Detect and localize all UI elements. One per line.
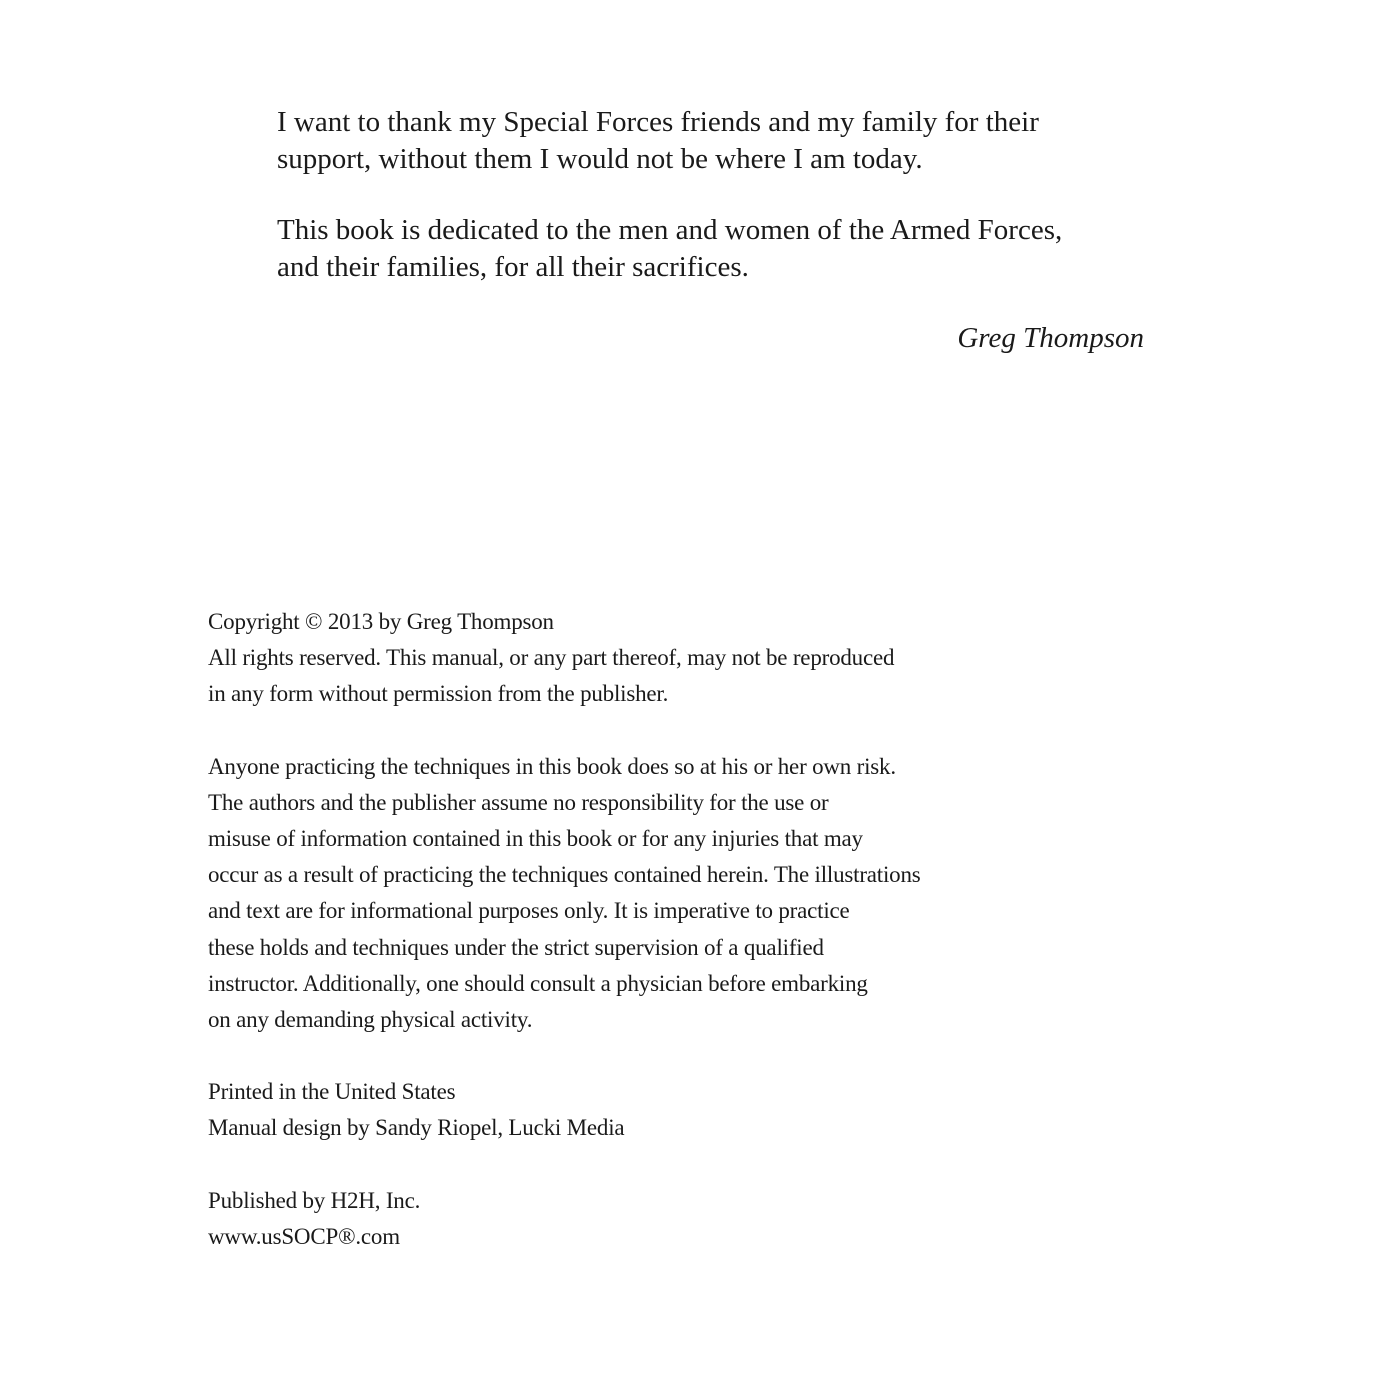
printing-line: Printed in the United States [208, 1079, 456, 1105]
disclaimer-line: occur as a result of practicing the techniques contained herein. The illustrations [208, 862, 921, 888]
paragraph-gap [277, 178, 1157, 212]
design-credit-line: Manual design by Sandy Riopel, Lucki Media [208, 1115, 625, 1141]
author-signature: Greg Thompson [957, 322, 1144, 354]
disclaimer-line: instructor. Additionally, one should consult a physician before embarking [208, 970, 868, 996]
disclaimer-line: Anyone practicing the techniques in this book does so at his or her own risk. [208, 753, 896, 779]
disclaimer-line: The authors and the publisher assume no responsibility for the use or [208, 789, 829, 815]
website-line: www.usSOCP®.com [208, 1223, 400, 1249]
paragraph-gap [208, 1038, 1108, 1074]
disclaimer-line: these holds and techniques under the strict supervision of a qualified [208, 934, 824, 960]
dedication-line: This book is dedicated to the men and women of the Armed Forces, [277, 214, 1063, 246]
copyright-line: Copyright © 2013 by Greg Thompson [208, 609, 554, 634]
dedication-line: I want to thank my Special Forces friends and my family for their [277, 106, 1039, 138]
dedication-section [277, 104, 1157, 286]
dedication-line: and their families, for all their sacrifices. [277, 251, 749, 283]
paragraph-gap [208, 713, 1108, 749]
disclaimer-line: on any demanding physical activity. [208, 1007, 533, 1033]
publisher-line: Published by H2H, Inc. [208, 1187, 421, 1213]
copyright-section [208, 604, 1108, 1255]
disclaimer-line: misuse of information contained in this book or for any injuries that may [208, 826, 863, 852]
copyright-line: All rights reserved. This manual, or any part thereof, may not be reproduced [208, 645, 895, 671]
dedication-line: support, without them I would not be where I am today. [277, 143, 923, 175]
paragraph-gap [208, 1147, 1108, 1183]
copyright-line: in any form without permission from the publisher. [208, 681, 669, 707]
disclaimer-line: and text are for informational purposes only. It is imperative to practice [208, 898, 850, 924]
